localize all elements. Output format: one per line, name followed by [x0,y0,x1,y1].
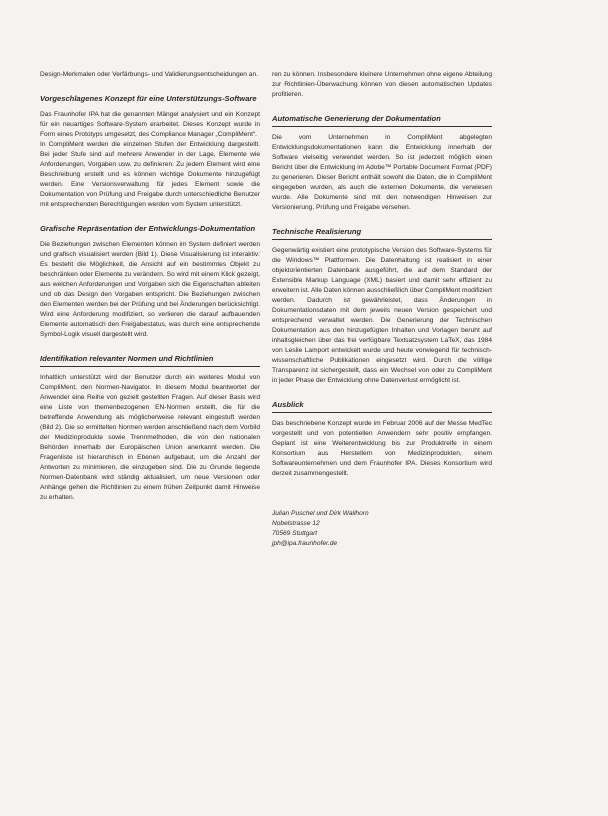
address-email[interactable]: jph@ipa.fraunhofer.de [272,540,338,547]
paragraph: Das beschriebene Konzept wurde im Februar 2006 auf der Messe MedTec vorgestellt und von potentiellen Anwendern sehr positiv empfangen. Geplant ist eine Weiterentwicklung bis zur Produktreife in einem Konsortium aus Herstellern von Medizinprodukten, einem Softwareunternehmen und dem Fraunhofer IPA. Dieses Konsortium wird derzeit zusammengestellt. [272,420,492,477]
heading-identifikation-normen: Identifikation relevanter Normen und Richtlinien [40,354,260,367]
address-city: 70569 Stuttgart [272,530,318,537]
paragraph: In CompliMent werden die einzelnen Stufen der Entwicklung dargestellt. Bei jeder Stufe sind auf mehrere Anwender in der Lage, Elemente wie Anforderungen, Vorgaben usw. zu definieren. Zu jedem Element wird eine Beschreibung erstellt und es können wichtige Dokumente hinzugefügt werden. Eine Versionsverwaltung für jedes Element sowie die Dokumentation von Prüfung und Freigabe durch unterschiedliche Benutzer mit entsprechenden Berechtigungen werden vom System unterstützt. [40,141,260,208]
heading-ausblick: Ausblick [272,400,492,413]
left-column [40,70,260,517]
paragraph: Das Fraunhofer IPA hat die genannten Mängel analysiert und ein Konzept für ein neuartiges Software-System erarbeitet. Dieses Konzept wurde in Form eines Prototyps umgesetzt, des Compliance Manager „CompliMent“. [40,111,260,138]
right-intro-text: ren zu können. Insbesondere kleinere Unternehmen ohne eigene Abteilung zur Richtlinien-Überwachung können von diesen automatischen Updates profitieren. [272,71,492,98]
author-names: Julian Puschel und Dirk Wallhorn [272,510,369,517]
right-column [272,70,492,549]
address-street: Nobelstrasse 12 [272,520,320,527]
author-address [272,509,492,549]
paragraph: Inhaltlich unterstützt wird der Benutzer durch ein weiteres Modul von CompliMent, den Normen-Navigator. In diesem Modul beantwortet der Anwender eine Reihe von gezielt gestellten Fragen. Auf dieser Basis wird eine Liste von themenbezogenen EN-Normen erstellt, die für die betreffende Anwendung als möglicherweise relevant eingestuft werden (Bild 2). Die so ermittelten Normen werden anschließend nach dem Vorbild der Medizinprodukte sowie Trennmethoden, die von den nationalen Behörden innerhalb der Europäischen Union anerkannt werden. Die Fragenliste ist hierarchisch in Ebenen aufgebaut, um die Anzahl der Antworten zu minimieren, die einzugeben sind. Die zu Grunde liegende Normen-Datenbank wird ständig aktualisiert, um neue Versionen oder Anhänge gehen die Richtlinien zu einem frühen Zeitpunkt damit Hinweise zu erhalten. [40,374,260,501]
heading-konzept: Vorgeschlagenes Konzept für eine Unterstützungs-Software [40,94,257,103]
heading-automatische-generierung: Automatische Generierung der Dokumentation [272,114,492,127]
paragraph: Die vom Unternehmen in CompliMent abgelegten Entwicklungsdokumentationen kann die Entwicklung innerhalb der Software vielseitig verwendet werden. So ist jederzeit möglich einen Bericht über die Entwicklung im Adobe™ Portable Document Format (PDF) zu generieren. Dieser Bericht enthält sowohl die Daten, die in CompliMent eingegeben wurden, als auch die externen Dokumente, die verwiesen wurde. Alle Dokumente sind mit den notwendigen Hinweisen zur Versionierung, Prüfung und Freigabe versehen. [272,134,492,211]
heading-technische-realisierung: Technische Realisierung [272,227,492,240]
paragraph: Gegenwärtig existiert eine prototypische Version des Software-Systems für die Windows™ Plattformen. Die Datenhaltung ist realisiert in einer objektorientierten Datenbank ausgeführt, die auf dem Standard der Extensible Markup Language (XML) basiert und damit sehr effizient zu erweitern ist. Alle Daten können ausschließlich über CompliMent modifiziert werden. Dadurch ist gewährleistet, dass Änderungen in Dokumentationsdaten mit dem jeweils neuen Version gespeichert und entsprechend verwaltet werden. Die Generierung der Technischen Dokumentation aus den hinzugefügten Inhalten und Vorlagen beruht auf inhaltsgleichen über das frei verfügbare Textsatzsystem LaTeX, das 1984 von Leslie Lamport entwickelt wurde und heute vorwiegend für technisch-wissenschaftliche Publikationen eingesetzt wird. Durch die völlige Transparenz ist sichergestellt, dass ein Wechsel von oder zu CompliMent in jeder Phase der Entwicklung ohne Datenverlust ermöglicht ist. [272,247,492,384]
paragraph: Die Beziehungen zwischen Elementen können im System definiert werden und grafisch visualisiert werden (Bild 1). Diese Visualisierung ist interaktiv: Es besteht die Möglichkeit, die Ansicht auf ein bestimmtes Objekt zu beschränken oder Elemente zu verändern. So wird mit einem Klick gezeigt, aus welchen Anforderungen und Vorgaben sich die Eigenschaften ableiten und ob das Design den Vorgaben entspricht. Die Beziehungen zwischen den Elementen werden bei der Prüfung und bei Änderungen berücksichtigt. Wird eine Anforderung modifiziert, so verlieren die darauf aufbauenden Elemente automatisch den Freigabestatus, was durch eine entsprechende Symbol-Logik visuell dargestellt wird. [40,241,260,338]
left-intro-text: Design-Merkmalen oder Verfärbungs- und Validierungsentscheidungen an. [40,71,258,78]
heading-grafische-repraesentation: Grafische Repräsentation der Entwicklungs-Dokumentation [40,224,256,233]
